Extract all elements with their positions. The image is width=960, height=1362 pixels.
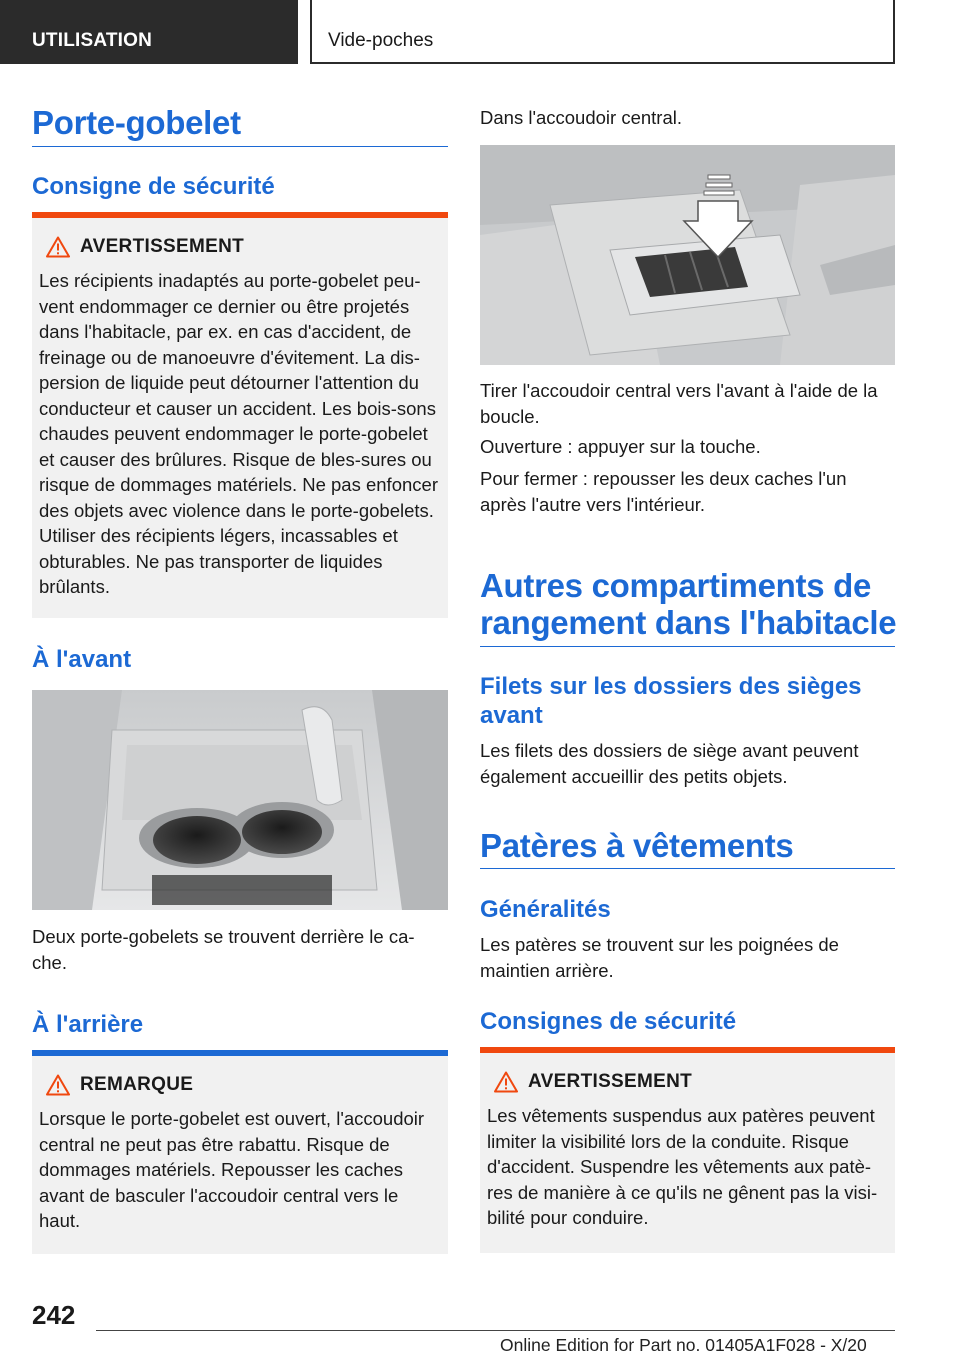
armrest-step3: Pour fermer : repousser les deux caches l'un après l'autre vers l'intérieur. <box>480 468 847 515</box>
warning-bar <box>32 212 448 218</box>
title-compartments-line2: rangement dans l'habitacle <box>480 604 897 641</box>
armrest-intro: Dans l'accoudoir central. <box>480 107 682 128</box>
note-box-rear <box>32 1050 448 1254</box>
title-rule <box>480 646 895 647</box>
armrest-step1: Tirer l'accoudoir central vers l'avant à l'aide de la boucle. <box>480 380 878 427</box>
heading-nets-line2: avant <box>480 702 543 729</box>
front-cupholder-image <box>32 690 448 910</box>
warning-label: AVERTISSEMENT <box>528 1071 693 1092</box>
header-section-tab <box>0 0 298 64</box>
page-number: 242 <box>32 1300 76 1330</box>
warning-text: Les vêtements suspendus aux patères peuvent limiter la visibilité lors de la conduite. Risque d'accident. Suspendre les vêtements aux patè-res de manière à ce qu'ils ne gênent pas la visi-bilité pour conduire. <box>487 1105 878 1228</box>
footer-edition: Online Edition for Part no. 01405A1F028 - X/20 <box>500 1335 867 1355</box>
warning-box-cupholder <box>32 212 448 618</box>
warning-triangle-icon <box>46 236 70 258</box>
armrest-step2: Ouverture : appuyer sur la touche. <box>480 436 761 457</box>
warning-triangle-icon <box>494 1071 518 1093</box>
warning-box-hooks <box>480 1047 895 1253</box>
warning-text: Les récipients inadaptés au porte-gobelet peu-vent endommager ce dernier ou être projetés dans l'habitacle, par ex. en cas d'accident, de freinage ou de manoeuvre d'évitement. La dis-persion de liquide peut détourner l'attention du conducteur et causer un accident. Les bois-sons chaudes peuvent endommager le porte-gobelet et causer des brûlures. Risque de bles-sures ou risque de dommages matériels. Ne pas enfoncer des objets avec violence dans le porte-gobelets. Utiliser des récipients légers, incassables et obturables. Ne pas transporter de liquides brûlants. <box>39 270 438 597</box>
warning-bar <box>480 1047 895 1053</box>
title-compartments-line1: Autres compartiments de <box>480 567 872 604</box>
footer-rule <box>96 1330 895 1331</box>
rear-armrest-illustration <box>480 145 895 365</box>
heading-consignes-securite: Consignes de sécurité <box>480 1008 737 1035</box>
title-rule <box>480 868 895 869</box>
header-section-label: UTILISATION <box>32 30 153 51</box>
front-caption: Deux porte-gobelets se trouvent derrière le ca-che. <box>32 926 415 973</box>
front-cupholder-illustration <box>32 690 448 910</box>
heading-consigne-securite: Consigne de sécurité <box>32 173 275 200</box>
warning-label: AVERTISSEMENT <box>80 236 245 257</box>
note-text: Lorsque le porte-gobelet est ouvert, l'accoudoir central ne peut pas être rabattu. Risque de dommages matériels. Repousser les caches avant de basculer l'accoudoir central vers le haut. <box>39 1108 425 1231</box>
header-subsection-label: Vide-poches <box>328 30 434 51</box>
note-label: REMARQUE <box>80 1074 194 1095</box>
heading-avant: À l'avant <box>32 646 132 673</box>
warning-triangle-icon <box>46 1074 70 1096</box>
heading-arriere: À l'arrière <box>32 1011 144 1038</box>
nets-text: Les filets des dossiers de siège avant peuvent également accueillir des petits objets. <box>480 740 859 787</box>
heading-generalites: Généralités <box>480 896 611 923</box>
header-subsection-tab <box>310 0 895 64</box>
title-porte-gobelet: Porte-gobelet <box>32 104 241 141</box>
general-text: Les patères se trouvent sur les poignées de maintien arrière. <box>480 934 839 981</box>
heading-nets-line1: Filets sur les dossiers des sièges <box>480 673 862 700</box>
rear-armrest-image <box>480 145 895 365</box>
note-bar <box>32 1050 448 1056</box>
title-rule <box>32 146 448 147</box>
title-hooks: Patères à vêtements <box>480 827 794 864</box>
